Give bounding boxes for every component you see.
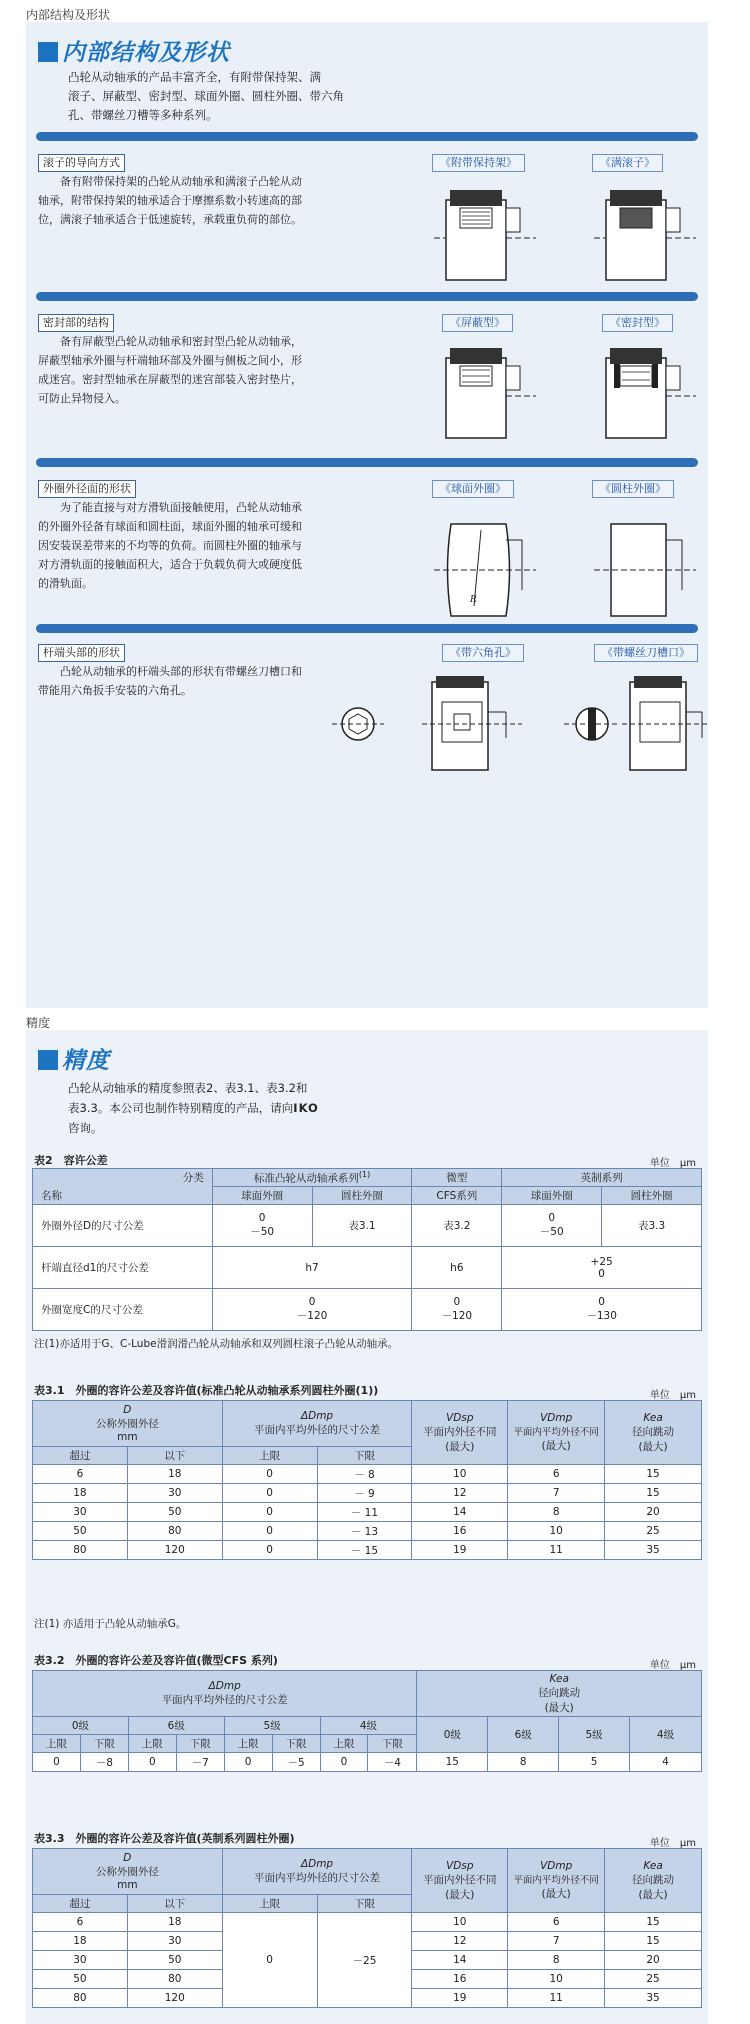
accuracy-intro: 凸轮从动轴承的精度参照表2、表3.1、表3.2和 表3.3。本公司也制作特别精度的产品，请向IKO 咨询。 — [68, 1081, 319, 1135]
cylindrical-outer-ring-illustration — [586, 510, 706, 630]
structure-title: 内部结构及形状 — [26, 22, 708, 64]
tag-with-cage: 《附带保持架》 — [432, 154, 525, 172]
tag-full-roller: 《满滚子》 — [592, 154, 663, 172]
table-row: 0 －8 0 －7 0 －5 0 －4 15 8 5 4 — [33, 1753, 702, 1772]
table2-note: 注(1)亦适用于G、C-Lube滑润滑凸轮从动轴承和双列圆柱滚子凸轮从动轴承。 — [34, 1338, 399, 1350]
table2: 分类 标准凸轮从动轴承系列$^{(1)}$ 微型 英制系列 名称 球面外圈 圆柱外圈 CFS系列 球面外圈 圆柱外圈 外圈外径D的尺寸公差 0 －50 表3.1 表3.2 0 －50 表3.3 杆端直径d1的尺寸公差 h7 h6 +25 0 外圈宽度C的尺寸公差 0 －120 0 －120 0 －130 — [32, 1168, 702, 1331]
hex-socket-illustration — [322, 672, 562, 782]
tag-cylindrical-outer: 《圆柱外圈》 — [592, 480, 674, 498]
table-row: 50 80 16 10 25 — [33, 1970, 702, 1989]
col-mini: 微型 — [412, 1169, 502, 1187]
table33: D 公称外圈外径 mm ΔDmp 平面内平均外径的尺寸公差 VDsp 平面内外径不同 (最大) VDmp 平面内平均外径不同 (最大) Kea 径向跳动 (最大) 超过 以下 上限 下限 6 18 0 －25 10 6 15 18 30 12 7 15 30 50 14 8 20 50 80 16 10 25 80 120 19 11 35 — [32, 1848, 702, 2008]
section-heading-outer-ring: 外圈外径面的形状 — [38, 480, 136, 498]
screwdriver-slot-illustration — [562, 672, 712, 782]
tag-screwdriver-slot: 《带螺丝刀槽口》 — [594, 644, 698, 662]
with-cage-bearing-illustration — [426, 182, 546, 292]
table32-name: 表3.2 外圈的容许公差及容许值(微型CFS 系列) — [34, 1654, 278, 1667]
table33-name: 表3.3 外圈的容许公差及容许值(英制系列圆柱外圈) — [34, 1832, 295, 1845]
radius-label: R — [470, 595, 477, 605]
section-heading-roller-guide: 滚子的导向方式 — [38, 154, 125, 172]
table-row: 外圈外径D的尺寸公差 0 －50 表3.1 表3.2 0 －50 表3.3 — [33, 1205, 702, 1247]
section-text-outer-ring: 为了能直接与对方滑轨面接触使用，凸轮从动轴承 的外圈外径备有球面和圆柱面，球面外圈的轴承可缓和 因安装误差带来的不均等的负荷。而圆柱外圈的轴承与 对方滑轨面的接触面积大，适合于负载负荷大或硬度低 的滑轨面。 — [38, 501, 302, 590]
section-divider — [36, 292, 698, 301]
accuracy-panel — [26, 1030, 708, 2024]
table-row: 6 18 0 －25 10 6 15 — [33, 1913, 702, 1932]
col-class: 分类 — [33, 1169, 213, 1187]
col-std-series: 标准凸轮从动轴承系列$^{(1)}$ — [212, 1169, 412, 1187]
table-row: 30 50 14 8 20 — [33, 1951, 702, 1970]
section-text-stud-head: 凸轮从动轴承的杆端头部的形状有带螺丝刀槽口和 带能用六角扳手安装的六角孔。 — [38, 665, 302, 697]
table31-unit: 单位 μm — [649, 1390, 696, 1401]
section-text-seal: 备有屏蔽型凸轮从动轴承和密封型凸轮从动轴承， 屏蔽型轴承外圈与杆端轴环部及外圈与侧板之间小，形 成迷宫。密封型轴承在屏蔽型的迷宫部装入密封垫片， 可防止异物侵入。 — [38, 335, 302, 405]
section-heading-stud-head: 杆端头部的形状 — [38, 644, 125, 662]
table31: D 公称外圈外径 mm ΔDmp 平面内平均外径的尺寸公差 VDsp 平面内外径不同 (最大) VDmp 平面内平均外径不同 (最大) Kea 径向跳动 (最大) 超过 以下 上限 下限 6 18 0 － 8 10 6 15 18 30 0 － 9 12 7 15 30 50 0 － 11 14 8 20 50 80 0 － 13 16 10 25 80 120 0 － 15 19 11 35 — [32, 1400, 702, 1560]
tag-shield-type: 《屏蔽型》 — [442, 314, 513, 332]
section-divider — [36, 132, 698, 141]
structure-intro: 凸轮从动轴承的产品丰富齐全，有附带保持架、满 滚子、屏蔽型、密封型、球面外圈、圆柱外圈、带六角 孔、带螺丝刀槽等多种系列。 — [68, 70, 344, 122]
table31-name: 表3.1 外圈的容许公差及容许值(标准凸轮从动轴承系列圆柱外圈(1)) — [34, 1384, 379, 1397]
spherical-outer-ring-illustration — [426, 510, 546, 630]
tag-hex-socket: 《带六角孔》 — [442, 644, 524, 662]
section-heading-seal: 密封部的结构 — [38, 314, 114, 332]
table-row: 18 30 12 7 15 — [33, 1932, 702, 1951]
caption-structure: 内部结构及形状 — [26, 8, 111, 22]
table33-body — [33, 1913, 702, 2008]
table31-body — [33, 1465, 702, 1560]
table32: ΔDmp 平面内平均外径的尺寸公差 Kea 径向跳动 (最大) 0级 6级 5级 4级 0级 6级 5级 4级 上限 下限 上限 下限 上限 下限 上限 下限 0 －8 0 －7 0 －5 0 －4 15 8 5 4 — [32, 1670, 702, 1772]
col-inch: 英制系列 — [502, 1169, 702, 1187]
tag-spherical-outer: 《球面外圈》 — [432, 480, 514, 498]
table-row: 80 120 19 11 35 — [33, 1989, 702, 2008]
table33-unit: 单位 μm — [649, 1838, 696, 1849]
tag-seal-type: 《密封型》 — [602, 314, 673, 332]
table-row: 80 120 0 － 15 19 11 35 — [33, 1541, 702, 1560]
table2-name: 表2 容许公差 — [34, 1154, 108, 1167]
section-divider — [36, 624, 698, 633]
table-row: 6 18 0 － 8 10 6 15 — [33, 1465, 702, 1484]
section-text-roller-guide: 备有附带保持架的凸轮从动轴承和满滚子凸轮从动 轴承，附带保持架的轴承适合于摩擦系数小转速高的部 位，满滚子轴承适合于低速旋转，承载重负荷的部位。 — [38, 175, 302, 226]
table-row: 18 30 0 － 9 12 7 15 — [33, 1484, 702, 1503]
accuracy-title: 精度 — [26, 1030, 708, 1072]
col-name: 名称 — [33, 1187, 213, 1205]
table2-unit: 单位 μm — [649, 1158, 696, 1169]
table-row: 30 50 0 － 11 14 8 20 — [33, 1503, 702, 1522]
table32-unit: 单位 μm — [649, 1660, 696, 1671]
caption-accuracy: 精度 — [26, 1016, 51, 1030]
table-row: 杆端直径d1的尺寸公差 h7 h6 +25 0 — [33, 1247, 702, 1289]
table31-note: 注(1) 亦适用于凸轮从动轴承G。 — [34, 1618, 187, 1630]
shield-type-bearing-illustration — [426, 340, 546, 450]
section-divider — [36, 458, 698, 467]
full-roller-bearing-illustration — [586, 182, 706, 292]
iko-logo: IKO — [293, 1101, 319, 1115]
structure-panel — [26, 22, 708, 1008]
table-row: 50 80 0 － 13 16 10 25 — [33, 1522, 702, 1541]
table-row: 外圈宽度C的尺寸公差 0 －120 0 －120 0 －130 — [33, 1289, 702, 1331]
seal-type-bearing-illustration — [586, 340, 706, 450]
